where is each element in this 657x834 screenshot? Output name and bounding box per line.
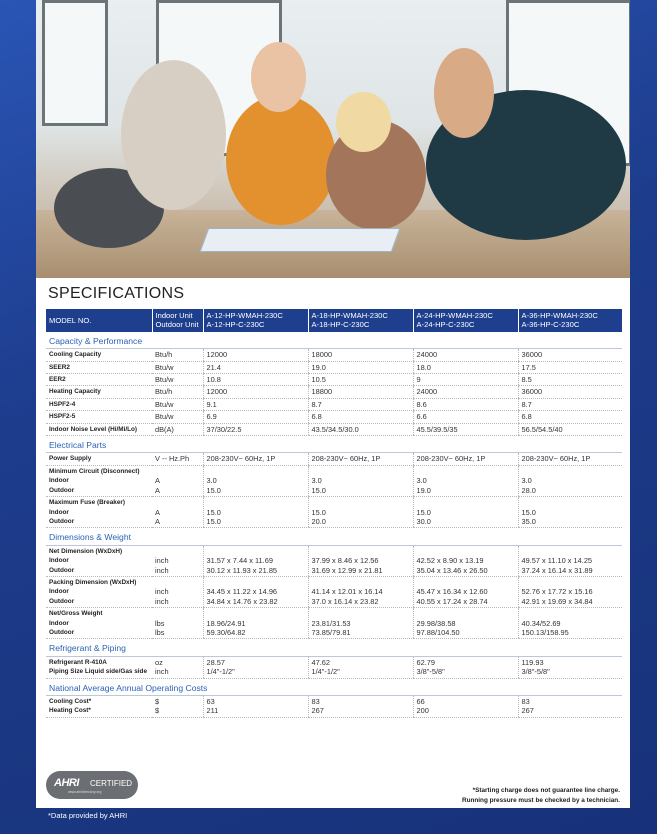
spec-label: Refrigerant R-410A Piping Size Liquid side/Gas side bbox=[46, 656, 152, 678]
spec-body bbox=[46, 332, 622, 718]
spec-value: 43.5/34.5/30.0 bbox=[308, 423, 413, 435]
spec-value: 3.0 28.0 bbox=[518, 465, 622, 496]
spec-row bbox=[46, 497, 622, 528]
spec-value: 41.14 x 12.01 x 16.14 37.0 x 16.14 x 23.82 bbox=[308, 576, 413, 607]
spec-value: 17.5 bbox=[518, 361, 622, 373]
spec-label: Packing Dimension (WxDxH) Indoor Outdoor bbox=[46, 576, 152, 607]
spec-label: EER2 bbox=[46, 374, 152, 386]
spec-unit: Btu/w bbox=[152, 398, 203, 410]
spec-value: 83 267 bbox=[518, 696, 622, 718]
spec-label: Indoor Noise Level (Hi/Mi/Lo) bbox=[46, 423, 152, 435]
spec-value: 6.9 bbox=[203, 411, 308, 423]
section-title: Refrigerant & Piping bbox=[46, 639, 622, 656]
section-title: Electrical Parts bbox=[46, 436, 622, 453]
spec-label: Net/Gross Weight Indoor Outdoor bbox=[46, 608, 152, 639]
spec-value: 24000 bbox=[413, 386, 518, 398]
spec-value: 9 bbox=[413, 374, 518, 386]
header-model-no: MODEL NO. bbox=[46, 309, 152, 332]
spec-value: 28.57 1/4"-1/2" bbox=[203, 656, 308, 678]
spec-unit: dB(A) bbox=[152, 423, 203, 435]
spec-value: 8.5 bbox=[518, 374, 622, 386]
spec-value: 15.0 15.0 bbox=[203, 497, 308, 528]
spec-value: 45.47 x 16.34 x 12.60 40.55 x 17.24 x 28.74 bbox=[413, 576, 518, 607]
spec-value: 18.96/24.91 59.30/64.82 bbox=[203, 608, 308, 639]
spec-label: SEER2 bbox=[46, 361, 152, 373]
section-header bbox=[46, 678, 622, 695]
spec-row bbox=[46, 453, 622, 465]
spec-label: HSPF2-4 bbox=[46, 398, 152, 410]
spec-value: 208-230V~ 60Hz, 1P bbox=[518, 453, 622, 465]
spec-value: 15.0 30.0 bbox=[413, 497, 518, 528]
spec-label: Maximum Fuse (Breaker) Indoor Outdoor bbox=[46, 497, 152, 528]
spec-value: 119.93 3/8"-5/8" bbox=[518, 656, 622, 678]
header-model-18: A-18-HP-WMAH-230C A-18-HP-C-230C bbox=[308, 309, 413, 332]
section-header bbox=[46, 639, 622, 656]
spec-value: 3.0 15.0 bbox=[308, 465, 413, 496]
section-header bbox=[46, 436, 622, 453]
spec-value: 24000 bbox=[413, 349, 518, 361]
section-title: Capacity & Performance bbox=[46, 332, 622, 349]
spec-value: 36000 bbox=[518, 349, 622, 361]
page-title: SPECIFICATIONS bbox=[48, 285, 185, 302]
spec-value: 6.6 bbox=[413, 411, 518, 423]
ahri-certified-logo: AHRI CERTIFIED www.ahridirectory.org bbox=[46, 771, 138, 799]
spec-value: 56.5/54.5/40 bbox=[518, 423, 622, 435]
spec-unit: $ $ bbox=[152, 696, 203, 718]
section-header bbox=[46, 332, 622, 349]
spec-unit: Btu/h bbox=[152, 349, 203, 361]
spec-value: 6.8 bbox=[518, 411, 622, 423]
spec-value: 18.0 bbox=[413, 361, 518, 373]
family-photo bbox=[36, 0, 630, 278]
spec-value: 83 267 bbox=[308, 696, 413, 718]
spec-row bbox=[46, 465, 622, 496]
spec-value: 21.4 bbox=[203, 361, 308, 373]
spec-row bbox=[46, 386, 622, 398]
spec-value: 10.8 bbox=[203, 374, 308, 386]
spec-value: 23.81/31.53 73.85/79.81 bbox=[308, 608, 413, 639]
spec-label: Net Dimension (WxDxH) Indoor Outdoor bbox=[46, 545, 152, 576]
spec-row bbox=[46, 398, 622, 410]
section-title: National Average Annual Operating Costs bbox=[46, 678, 622, 695]
spec-unit: oz inch bbox=[152, 656, 203, 678]
spec-value: 31.57 x 7.44 x 11.69 30.12 x 11.93 x 21.85 bbox=[203, 545, 308, 576]
spec-value: 66 200 bbox=[413, 696, 518, 718]
header-model-36: A-36-HP-WMAH-230C A-36-HP-C-230C bbox=[518, 309, 622, 332]
spec-value: 8.7 bbox=[308, 398, 413, 410]
section-title: Dimensions & Weight bbox=[46, 528, 622, 545]
section-header bbox=[46, 528, 622, 545]
header-row bbox=[46, 309, 622, 332]
charge-note: *Starting charge does not guarantee line charge. Running pressure must be checked by a technician. bbox=[461, 787, 620, 804]
spec-unit: A A bbox=[152, 465, 203, 496]
spec-row bbox=[46, 576, 622, 607]
spec-value: 8.7 bbox=[518, 398, 622, 410]
spec-value: 47.62 1/4"-1/2" bbox=[308, 656, 413, 678]
spec-value: 208-230V~ 60Hz, 1P bbox=[308, 453, 413, 465]
spec-label: HSPF2-5 bbox=[46, 411, 152, 423]
data-source-footer: *Data provided by AHRI bbox=[48, 811, 128, 820]
spec-unit: Btu/w bbox=[152, 411, 203, 423]
spec-value: 42.52 x 8.90 x 13.19 35.04 x 13.46 x 26.50 bbox=[413, 545, 518, 576]
spec-unit: lbs lbs bbox=[152, 608, 203, 639]
spec-value: 29.98/38.58 97.88/104.50 bbox=[413, 608, 518, 639]
spec-label: Heating Capacity bbox=[46, 386, 152, 398]
header-unit-types: Indoor Unit Outdoor Unit bbox=[152, 309, 203, 332]
spec-sheet bbox=[36, 0, 630, 808]
spec-value: 18800 bbox=[308, 386, 413, 398]
spec-value: 3.0 19.0 bbox=[413, 465, 518, 496]
spec-value: 208-230V~ 60Hz, 1P bbox=[203, 453, 308, 465]
spec-row bbox=[46, 423, 622, 435]
spec-value: 45.5/39.5/35 bbox=[413, 423, 518, 435]
spec-value: 63 211 bbox=[203, 696, 308, 718]
spec-value: 12000 bbox=[203, 386, 308, 398]
spec-unit: inch inch bbox=[152, 545, 203, 576]
spec-value: 36000 bbox=[518, 386, 622, 398]
spec-value: 34.45 x 11.22 x 14.96 34.84 x 14.76 x 23.82 bbox=[203, 576, 308, 607]
spec-unit: A A bbox=[152, 497, 203, 528]
spec-value: 6.8 bbox=[308, 411, 413, 423]
spec-unit: Btu/w bbox=[152, 374, 203, 386]
spec-row bbox=[46, 608, 622, 639]
spec-value: 10.5 bbox=[308, 374, 413, 386]
spec-value: 40.34/52.69 150.13/158.95 bbox=[518, 608, 622, 639]
spec-row bbox=[46, 411, 622, 423]
spec-row bbox=[46, 696, 622, 718]
spec-label: Cooling Capacity bbox=[46, 349, 152, 361]
header-model-24: A-24-HP-WMAH-230C A-24-HP-C-230C bbox=[413, 309, 518, 332]
spec-row bbox=[46, 545, 622, 576]
spec-label: Minimum Circuit (Disconnect) Indoor Outdoor bbox=[46, 465, 152, 496]
specifications-table bbox=[46, 309, 623, 718]
spec-value: 37/30/22.5 bbox=[203, 423, 308, 435]
spec-unit: Btu/w bbox=[152, 361, 203, 373]
spec-value: 62.79 3/8"-5/8" bbox=[413, 656, 518, 678]
spec-value: 9.1 bbox=[203, 398, 308, 410]
spec-label: Cooling Cost* Heating Cost* bbox=[46, 696, 152, 718]
spec-value: 15.0 20.0 bbox=[308, 497, 413, 528]
spec-unit: V -- Hz.Ph bbox=[152, 453, 203, 465]
spec-unit: inch inch bbox=[152, 576, 203, 607]
spec-value: 18000 bbox=[308, 349, 413, 361]
spec-value: 12000 bbox=[203, 349, 308, 361]
spec-value: 15.0 35.0 bbox=[518, 497, 622, 528]
spec-value: 208-230V~ 60Hz, 1P bbox=[413, 453, 518, 465]
spec-label: Power Supply bbox=[46, 453, 152, 465]
spec-row bbox=[46, 374, 622, 386]
spec-row bbox=[46, 349, 622, 361]
spec-value: 37.99 x 8.46 x 12.56 31.69 x 12.99 x 21.81 bbox=[308, 545, 413, 576]
spec-value: 49.57 x 11.10 x 14.25 37.24 x 16.14 x 31.89 bbox=[518, 545, 622, 576]
spec-row bbox=[46, 361, 622, 373]
spec-value: 8.6 bbox=[413, 398, 518, 410]
header-model-12: A-12-HP-WMAH-230C A-12-HP-C-230C bbox=[203, 309, 308, 332]
spec-row bbox=[46, 656, 622, 678]
spec-value: 19.0 bbox=[308, 361, 413, 373]
spec-value: 52.76 x 17.72 x 15.16 42.91 x 19.69 x 34.84 bbox=[518, 576, 622, 607]
spec-value: 3.0 15.0 bbox=[203, 465, 308, 496]
spec-unit: Btu/h bbox=[152, 386, 203, 398]
